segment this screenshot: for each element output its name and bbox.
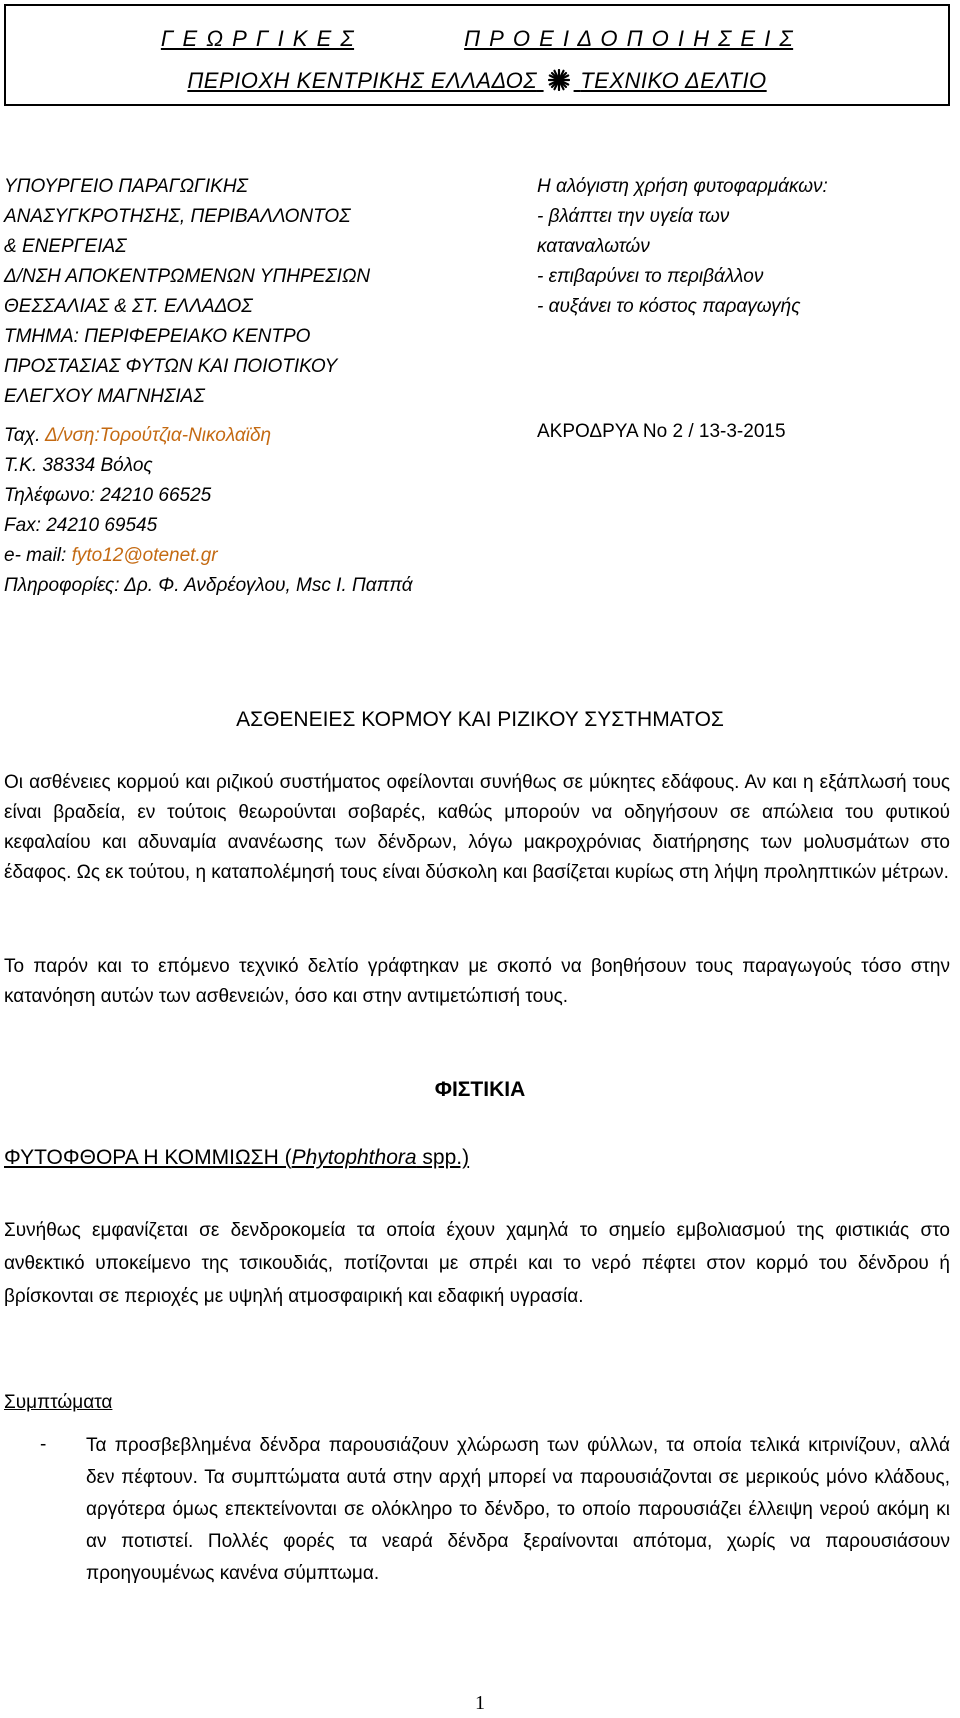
- info-value: Δρ. Φ. Ανδρέογλου, Msc Ι. Παππά: [124, 575, 413, 596]
- sender-line: ΥΠΟΥΡΓΕΙΟ ΠΑΡΑΓΩΓΙΚΗΣ: [4, 176, 248, 197]
- header-title-part2: Π Ρ Ο Ε Ι Δ Ο Π Ο Ι Η Σ Ε Ι Σ: [464, 26, 794, 51]
- sender-line: ΤΜΗΜΑ: ΠΕΡΙΦΕΡΕΙΑΚΟ ΚΕΝΤΡΟ: [4, 326, 311, 347]
- intro-paragraph: Οι ασθένειες κορμού και ριζικού συστήματος οφείλονται συνήθως σε μύκητες εδάφους. Αν και η εξάπλωσή τους είναι βραδεία, εν τούτοις θεωρούνται σοβαρές, καθώς μπορούν να οδηγήσουν σε απώλεια του φυτικού κεφαλαίου και αδυναμία ανανέωσης των δένδρων, λόγω μακροχρόνιας διατήρησης των μολυσμάτων στο έδαφος. Ως εκ τούτου, η καταπολέμησή τους είναι δύσκολη και βασίζεται κυρίως στη λήψη προληπτικών μέτρων.: [4, 772, 950, 883]
- warning-line: - βλάπτει την υγεία των: [537, 206, 730, 227]
- info-label: Πληροφορίες:: [4, 575, 120, 596]
- sender-line: Δ/ΝΣΗ ΑΠΟΚΕΝΤΡΩΜΕΝΩΝ ΥΠΗΡΕΣΙΩΝ: [4, 266, 371, 287]
- address-value: Δ/νση:Τορούτζια-Νικολαϊδη: [44, 425, 272, 446]
- phone-line: Τηλέφωνο: 24210 66525: [4, 485, 212, 506]
- symptoms-text: Τα προσβεβλημένα δένδρα παρουσιάζουν χλώρωση των φύλλων, τα οποία τελικά κιτρινίζουν, αλλά δεν πέφτουν. Τα συμπτώματα αυτά στην αρχή μπορεί να παρουσιάζονται σε μερικούς μόνο κλάδους, αργότερα όμως επεκτείνονται σε ολόκληρο το δένδρο, το οποίο παρουσιάζει έλλειψη νερού ακόμη κι αν ποτιστεί. Πολλές φορές τα νεαρά δένδρα ξεραίνονται απότομα, χωρίς να παρουσιάσουν προηγουμένως κανένα σύμπτωμα.: [86, 1435, 950, 1584]
- warning-line: - αυξάνει το κόστος παραγωγής: [537, 296, 801, 317]
- sender-line: ΠΡΟΣΤΑΣΙΑΣ ΦΥΤΩΝ ΚΑΙ ΠΟΙΟΤΙΚΟΥ: [4, 356, 338, 377]
- disease-title-suffix: spp.): [416, 1146, 470, 1169]
- postcode-line: Τ.Κ. 38334 Βόλος: [4, 455, 153, 476]
- crop-title: ΦΙΣΤΙΚΙΑ: [434, 1078, 526, 1101]
- email-line: [4, 541, 413, 571]
- header-subtitle-line: [6, 68, 948, 94]
- sender-line: ΕΛΕΓΧΟΥ ΜΑΓΝΗΣΙΑΣ: [4, 386, 205, 407]
- fax-line: Fax: 24210 69545: [4, 515, 158, 536]
- symptoms-label: Συμπτώματα: [4, 1392, 113, 1413]
- sender-line: & ΕΝΕΡΓΕΙΑΣ: [4, 236, 127, 257]
- sender-line: ΑΝΑΣΥΓΚΡΟΤΗΣΗΣ, ΠΕΡΙΒΑΛΛΟΝΤΟΣ: [4, 206, 351, 227]
- warning-block: [537, 172, 947, 322]
- sender-line: ΘΕΣΣΑΛΙΑΣ & ΣΤ. ΕΛΛΑΔΟΣ: [4, 296, 253, 317]
- page-number: 1: [475, 1692, 485, 1714]
- header-subtitle-part1: ΠΕΡΙΟΧΗ ΚΕΝΤΡΙΚΗΣ ΕΛΛΑΔΟΣ: [187, 68, 537, 93]
- contact-block: [4, 421, 413, 601]
- disease-description: Συνήθως εμφανίζεται σε δενδροκομεία τα οποία έχουν χαμηλά το σημείο εμβολιασμού της φιστικιάς στο ανθεκτικό υποκείμενο της τσικουδιάς, ποτίζονται με σπρέι και το νερό πέφτει στον κορμό του δένδρου ή βρίσκονται σε περιοχές με υψηλή ατμοσφαιρική και εδαφική υγρασία.: [4, 1220, 950, 1307]
- header-title-part1: Γ Ε Ω Ρ Γ Ι Κ Ε Σ: [160, 26, 355, 51]
- email-link[interactable]: fyto12@otenet.gr: [71, 545, 218, 566]
- intro-paragraph: Το παρόν και το επόμενο τεχνικό δελτίο γράφτηκαν με σκοπό να βοηθήσουν τους παραγωγούς τόσο στην κατανόηση αυτών των ασθενειών, όσο και στην αντιμετώπισή τους.: [4, 956, 950, 1007]
- disease-title: [4, 1146, 469, 1170]
- header-subtitle-part2: ΤΕΧΝΙΚΟ ΔΕΛΤΙΟ: [580, 68, 767, 93]
- header-box: [4, 4, 950, 106]
- section-title: ΑΣΘΕΝΕΙΕΣ ΚΟΡΜΟΥ ΚΑΙ ΡΙΖΙΚΟΥ ΣΥΣΤΗΜΑΤΟΣ: [236, 708, 724, 731]
- address-line: [4, 421, 413, 451]
- sender-block: [4, 172, 524, 412]
- email-label: e- mail:: [4, 545, 67, 566]
- warning-line: καταναλωτών: [537, 236, 650, 257]
- info-line: [4, 571, 413, 601]
- bullet-marker: -: [40, 1434, 47, 1455]
- issue-reference: ΑΚΡΟΔΡΥΑ Νο 2 / 13-3-2015: [537, 421, 786, 442]
- warning-line: - επιβαρύνει το περιβάλλον: [537, 266, 764, 287]
- address-prefix: Ταχ.: [4, 425, 41, 446]
- header-title-line: [6, 26, 948, 52]
- warning-line: Η αλόγιστη χρήση φυτοφαρμάκων:: [537, 176, 828, 197]
- star-icon: [548, 68, 570, 94]
- disease-title-prefix: ΦΥΤΟΦΘΟΡΑ Η ΚΟΜΜΙΩΣΗ (: [4, 1146, 292, 1169]
- disease-title-genus: Phytophthora: [291, 1146, 417, 1169]
